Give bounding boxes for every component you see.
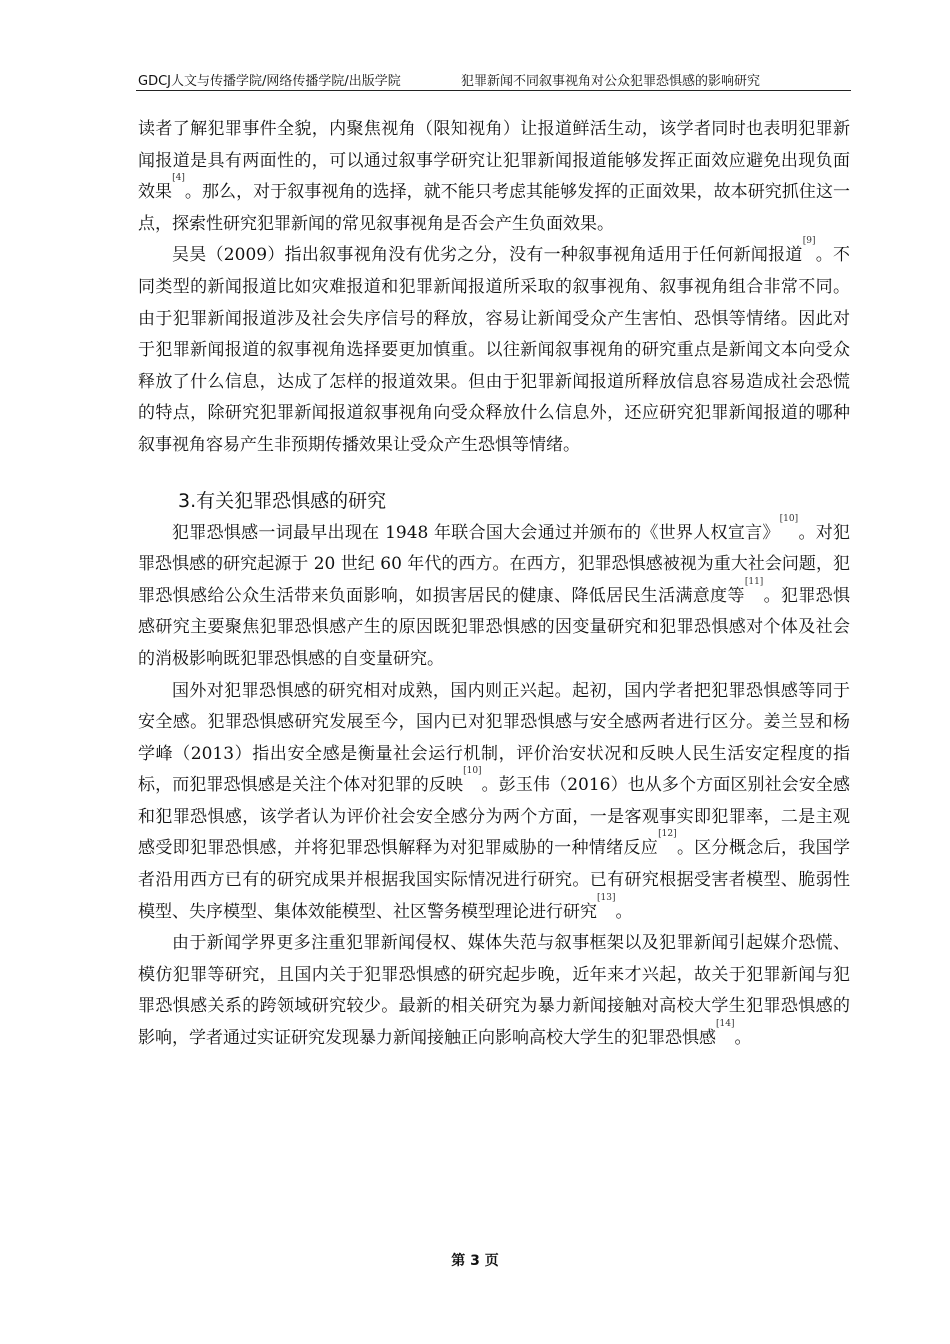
page-number: 第 3 页 xyxy=(451,1253,499,1269)
citation-ref: [14] xyxy=(716,1019,735,1030)
paragraph xyxy=(138,676,850,929)
citation-ref: [11] xyxy=(744,576,764,587)
paragraph-text: 。犯罪恐惧感研究主要聚焦犯罪恐惧感产生的原因既犯罪恐惧感的因变量研究和犯罪恐惧感对个体及社会的消极影响既犯罪恐惧感的自变量研究。 xyxy=(138,585,851,669)
header-institution: GDCJ人文与传播学院/网络传播学院/出版学院 xyxy=(138,74,401,89)
header-divider xyxy=(136,90,851,91)
paragraph xyxy=(138,513,851,676)
citation-ref: [12] xyxy=(658,829,677,840)
paragraph-text: 。 xyxy=(734,1028,752,1049)
paragraph-text: 读者了解犯罪事件全貌，内聚焦视角（限知视角）让报道鲜活生动，该学者同时也表明犯罪新闻报道是具有两面性的，可以通过叙事学研究让犯罪新闻报道能够发挥正面效应避免出现负面效果 xyxy=(138,119,850,203)
citation-ref: [9] xyxy=(802,236,816,247)
paragraph-text: 。不同类型的新闻报道比如灾难报道和犯罪新闻报道所采取的叙事视角、叙事视角组合非常不同。由于犯罪新闻报道涉及社会失序信号的释放，容易让新闻受众产生害怕、恐惧等情绪。因此对于犯罪新闻报道的叙事视角选择要更加慎重。以往新闻叙事视角的研究重点是新闻文本向受众释放了什么信息，达成了怎样的报道效果。但由于犯罪新闻报道所释放信息容易造成社会恐慌的特点，除研究犯罪新闻报道叙事视角向受众释放什么信息外，还应研究犯罪新闻报道的哪种叙事视角容易产生非预期传播效果让受众产生恐惧等情绪。 xyxy=(138,245,851,455)
paragraph-text: 国外对犯罪恐惧感的研究相对成熟，国内则正兴起。起初，国内学者把犯罪恐惧感等同于安全感。犯罪恐惧感研究发展至今，国内已对犯罪恐惧感与安全感两者进行区分。姜兰昱和杨学峰（2013）指出安全感是衡量社会运行机制，评价治安状况和反映人民生活安定程度的指标，而犯罪恐惧感是关注个体对犯罪的反映 xyxy=(138,680,850,796)
paragraph-text: 。 xyxy=(615,901,633,922)
paragraph xyxy=(138,236,851,461)
paragraph-text: 。彭玉伟（2016）也从多个方面区别社会安全感和犯罪恐惧感，该学者认为评价社会安全感分为两个方面，一是客观事实即犯罪率，二是主观感受即犯罪恐惧感，并将犯罪恐惧解释为对犯罪威胁的一种情绪反应 xyxy=(138,775,851,859)
citation-ref: [10] xyxy=(779,513,799,524)
paragraphs-top xyxy=(138,114,850,462)
paragraph-text: 。区分概念后，我国学者沿用西方已有的研究成果并根据我国实际情况进行研究。已有研究根据受害者模型、脆弱性模型、失序模型、集体效能模型、社区警务模型理论进行研究 xyxy=(138,838,851,922)
section-heading: 3.有关犯罪恐惧感的研究 xyxy=(178,489,387,512)
citation-ref: [10] xyxy=(463,766,482,777)
paragraphs-bottom xyxy=(138,513,851,1055)
paragraph-text: 。对犯罪恐惧感的研究起源于 20 世纪 60 年代的西方。在西方，犯罪恐惧感被视为重大社会问题，犯罪恐惧感给公众生活带来负面影响，如损害居民的健康、降低居民生活满意度等 xyxy=(138,522,851,606)
paragraph-text: 吴昊（2009）指出叙事视角没有优劣之分，没有一种叙事视角适用于任何新闻报道 xyxy=(172,245,803,266)
citation-ref: [13] xyxy=(597,892,616,903)
page-body xyxy=(138,114,850,1055)
paragraph-text: 由于新闻学界更多注重犯罪新闻侵权、媒体失范与叙事框架以及犯罪新闻引起媒介恐慌、模仿犯罪等研究，且国内关于犯罪恐惧感的研究起步晚，近年来才兴起，故关于犯罪新闻与犯罪恐惧感关系的跨领域研究较少。最新的相关研究为暴力新闻接触对高校大学生犯罪恐惧感的影响，学者通过实证研究发现暴力新闻接触正向影响高校大学生的犯罪恐惧感 xyxy=(138,933,850,1049)
paragraph xyxy=(138,928,850,1054)
paragraph xyxy=(138,114,850,240)
header-paper-title: 犯罪新闻不同叙事视角对公众犯罪恐惧感的影响研究 xyxy=(461,74,761,89)
citation-ref: [4] xyxy=(172,173,185,184)
running-header xyxy=(138,66,850,90)
paragraph-text: 。那么，对于叙事视角的选择，就不能只考虑其能够发挥的正面效果，故本研究抓住这一点，探索性研究犯罪新闻的常见叙事视角是否会产生负面效果。 xyxy=(138,182,851,234)
paragraph-text: 犯罪恐惧感一词最早出现在 1948 年联合国大会通过并颁布的《世界人权宣言》 xyxy=(172,522,780,543)
